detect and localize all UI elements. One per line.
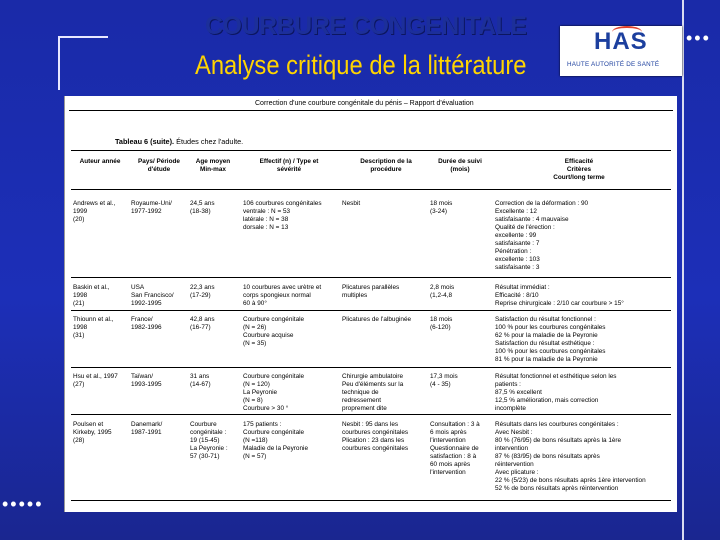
- logo-main-text: HAS: [594, 28, 648, 55]
- table-cell: Courbure congénitale (N = 120) La Peyronie (N = 8) Courbure > 30 °: [243, 373, 305, 412]
- table-cell: Nesbit : 95 dans les courbures congénitales Plication : 23 dans les courbures congénitales: [342, 421, 409, 452]
- table-bottom-rule: [71, 500, 671, 501]
- table-cell: France/ 1982-1996: [131, 316, 162, 331]
- table-cell: 175 patients : Courbure congénitale (N =118) Maladie de la Peyronie (N = 57): [243, 421, 309, 460]
- slide-title: COURBURE CONGENITALE: [205, 12, 527, 40]
- corner-bracket-decoration: [58, 36, 108, 90]
- column-header: Description de la procédure: [360, 158, 412, 173]
- column-header: Effectif (n) / Type et sévérité: [259, 158, 319, 173]
- table-label: Tableau 6 (suite).: [115, 137, 175, 146]
- logo-sub-text: HAUTE AUTORITÉ DE SANTÉ: [567, 61, 660, 68]
- table-cell: 31 ans (14-67): [190, 373, 211, 388]
- table-cell: 2,8 mois (1,2-4,8: [430, 284, 455, 299]
- table-cell: Correction de la déformation : 90 Excellente : 12 satisfaisante : 4 mauvaise Qualité de l'érection : excellente : 99 satisfaisante : 7 Pénétration : excellente : 103 satisfaisante : 3: [495, 200, 589, 271]
- document-page: [64, 96, 677, 512]
- table-cell: Thiounn et al., 1998 (31): [73, 316, 114, 339]
- table-cell: Nesbit: [342, 200, 361, 207]
- table-cell: Plicatures parallèles multiples: [342, 284, 400, 299]
- table-cell: 18 mois (3-24): [430, 200, 453, 215]
- table-header-rule: [71, 189, 671, 190]
- document-header-rule: [69, 110, 673, 111]
- column-header: Age moyen Min-max: [195, 158, 231, 173]
- dots-decoration-bottom: •••••: [2, 494, 44, 514]
- column-header: Durée de suivi (mois): [438, 158, 482, 173]
- table-caption: [115, 137, 243, 146]
- document-header: Correction d'une courbure congénitale du pénis – Rapport d'évaluation: [255, 100, 474, 107]
- table-cell: 17,3 mois (4 - 35): [430, 373, 458, 388]
- table-cell: Résultats dans les courbures congénitales : Avec Nesbit : 80 % (76/95) de bons résultats après la 1ère intervention 87 % (83/95) de bons résultats après réintervention Avec plicature : 22 % (5/23) de bons résultats après 1ère intervention 52 % de bons résultats après réintervention: [495, 421, 646, 492]
- table-cell: Taïwan/ 1993-1995: [131, 373, 162, 388]
- table-cell: Satisfaction du résultat fonctionnel : 100 % pour les courbures congénitales 62 % pour la maladie de la Peyronie Satisfaction du résultat esthétique : 100 % pour les courbures congénitales 81 % pour la maladie de la Peyronie: [495, 316, 606, 363]
- table-cell: Andrews et al., 1999 (20): [73, 200, 116, 223]
- table-cell: Baskin et al., 1998 (21): [73, 284, 110, 307]
- table-cell: 22,3 ans (17-29): [190, 284, 215, 299]
- row-separator: [71, 277, 671, 278]
- slide-subtitle: Analyse critique de la littérature: [195, 50, 527, 80]
- table-cell: 18 mois (6-120): [430, 316, 453, 331]
- table-cell: Consultation : 3 à 6 mois après l'intervention Questionnaire de satisfaction : 8 à 60 mois après l'intervention: [430, 421, 480, 476]
- table-cell: 24,5 ans (18-38): [190, 200, 215, 215]
- table-cell: Plicatures de l'albuginée: [342, 316, 412, 323]
- row-separator: [71, 310, 671, 311]
- column-header: Pays/ Période d'étude: [138, 158, 180, 173]
- column-header: Auteur année: [79, 158, 121, 165]
- table-cell: Royaume-Uni/ 1977-1992: [131, 200, 172, 215]
- table-cell: USA San Francisco/ 1992-1995: [131, 284, 174, 307]
- row-separator: [71, 367, 671, 368]
- table-cell: 42,8 ans (16-77): [190, 316, 215, 331]
- table-cell: Chirurgie ambulatoire Peu d'éléments sur la technique de redressement proprement dite: [342, 373, 404, 412]
- has-logo: [560, 26, 682, 76]
- table-cell: Résultat fonctionnel et esthétique selon les patients : 87,5 % excellent 12,5 % amélioration, mais correction incomplète: [495, 373, 617, 412]
- table-cell: Hsu et al., 1997 (27): [73, 373, 118, 388]
- table-cell: 106 courbures congénitales ventrale : N = 53 latérale : N = 38 dorsale : N = 13: [243, 200, 322, 231]
- table-top-rule: [71, 150, 671, 151]
- table-cell: Résultat immédiat : Efficacité : 8/10 Reprise chirurgicale : 2/10 car courbure > 15°: [495, 284, 624, 307]
- table-cell: Courbure congénitale (N = 26) Courbure acquise (N = 35): [243, 316, 305, 347]
- table-cell: Danemark/ 1987-1991: [131, 421, 163, 436]
- table-cell: Courbure congénitale : 19 (15-45) La Peyronie : 57 (30-71): [190, 421, 228, 460]
- table-caption-text: Études chez l'adulte.: [174, 137, 244, 146]
- column-header: Efficacité Critères Court/long terme: [553, 158, 605, 181]
- table-cell: 10 courbures avec urètre et corps spongieux normal 60 à 90°: [243, 284, 322, 307]
- dots-decoration-top: •••: [686, 28, 711, 48]
- vertical-divider-line: [682, 0, 684, 540]
- row-separator: [71, 414, 671, 415]
- table-cell: Poulsen et Kirkeby, 1995 (28): [73, 421, 112, 444]
